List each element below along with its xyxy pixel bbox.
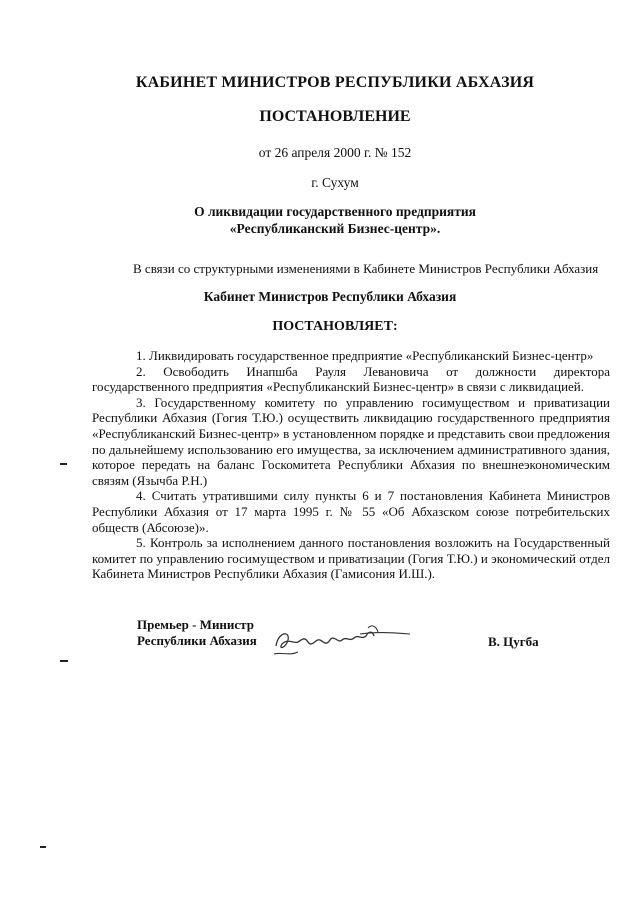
issuer: Кабинет Министров Республики Абхазия (203, 289, 457, 304)
document-date: от 26 апреля 2000 г. № 152 (258, 145, 412, 160)
scan-mark (60, 463, 67, 465)
point-2: 2. Освободить Инапшба Рауля Левановича от должности директора государственного предприятия «Республиканский Бизнес-центр» в связи с ликвидацией. (92, 363, 610, 395)
signatory-title-line-1: Премьер - Министр (137, 617, 254, 632)
document-subject (0, 203, 640, 237)
signatory-name: В. Цугба (488, 634, 539, 649)
organization-title: КАБИНЕТ МИНИСТРОВ РЕСПУБЛИКИ АБХАЗИЯ (135, 74, 535, 91)
point-3: 3. Государственному комитету по управлению госимуществом и приватизации Республики Абхазия (Гогия Т.Ю.) осуществить ликвидацию государственного предприятия «Республиканский Бизнес-центр» в установленном порядке и представить свои предложения по дальнейшему использованию его имущества, за исключением административного здания, которое передать на баланс Госкомитета Республики Абхазия по внешнеэкономическим связям (Язычба Р.Н.) (92, 394, 610, 488)
subject-line-1: О ликвидации государственного предприятия (194, 204, 476, 219)
resolves-heading: ПОСТАНОВЛЯЕТ: (272, 319, 398, 334)
resolution-points (92, 348, 610, 582)
scan-mark (60, 660, 68, 662)
signatory-title (137, 617, 257, 648)
point-5: 5. Контроль за исполнением данного постановления возложить на Государственный комитет по управлению госимуществом и приватизации (Гогия Т.Ю.) и экономический отдел Кабинета Министров Республики Абхазия (Гамисония И.Ш.). (92, 535, 610, 582)
handwritten-signature (268, 614, 418, 664)
point-4: 4. Считать утратившими силу пункты 6 и 7 постановления Кабинета Министров Республики Абхазия от 17 марта 1995 г. № 55 «Об Абхазском союзе потребительских обществ (Абсоюзе)». (92, 488, 610, 535)
preamble: В связи со структурными изменениями в Кабинете Министров Республики Абхазия (133, 261, 599, 276)
point-1: 1. Ликвидировать государственное предприятие «Республиканский Бизнес-центр» (136, 348, 594, 363)
document-type: ПОСТАНОВЛЕНИЕ (259, 108, 411, 125)
document-city: г. Сухум (311, 175, 359, 190)
signatory-title-line-2: Республики Абхазия (137, 632, 257, 648)
scan-mark (40, 846, 46, 848)
subject-line-2: «Республиканский Бизнес-центр». (229, 221, 441, 236)
